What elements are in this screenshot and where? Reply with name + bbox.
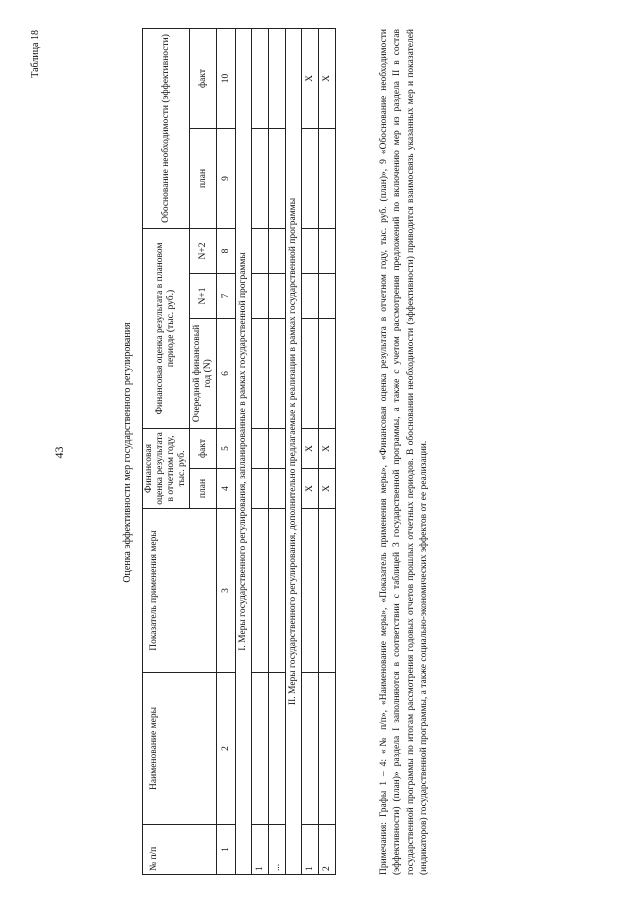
page-number: 43 [52, 446, 66, 459]
section-row [286, 28, 302, 874]
x-mark: X [319, 428, 336, 468]
row-number: ... [269, 825, 286, 875]
x-mark: X [319, 469, 336, 509]
header-current-plan: план [190, 469, 217, 509]
header-current-year: Финансовая оценка результата в отчетном году, тыс. руб. [143, 428, 190, 508]
header-next-year: Очередной финансовый год (N) [190, 318, 217, 428]
table-row [269, 28, 286, 874]
header-n-plus-2: N+2 [190, 228, 217, 273]
header-indicator: Показатель применения меры [143, 509, 217, 673]
table-row [252, 28, 269, 874]
section-title-2: II. Меры государственного регулирования, дополнительно предлагаемые к реализации в рамках государственной программы [286, 28, 302, 874]
column-number: 1 [217, 825, 236, 875]
notes-paragraph: Примечания: Графы 1 – 4: «№ п/п», «Наименование меры», «Показатель применения меры», «Финансовая оценка результата в отчетном году, тыс. руб. (план)», 9 «Обоснование необходимости (эффективности) (план)» раздела I заполняются в соответствии с таблицей 3 государственной программы, а также с учетом рассмотрения предложений по включению мер из раздела II в состав государственной программы по итогам рассмотрения годовых отчетов прошлых отчетных периодов. В обосновании необходимости (эффективности) приводится взаимосвязь указанных мер и показателей (индикаторов) государственной программы, а также социально-экономических эффектов от ее реализации. [379, 29, 430, 875]
x-mark: X [302, 28, 319, 128]
row-number: 1 [252, 825, 269, 875]
table-label: Таблица 18 [30, 30, 41, 78]
column-number: 9 [217, 128, 236, 228]
header-planned-period: Финансовая оценка результата в плановом периоде (тыс. руб.) [143, 228, 190, 428]
row-number: 2 [319, 825, 336, 875]
column-number: 7 [217, 273, 236, 318]
header-justification-fact: факт [190, 28, 217, 128]
row-number: 1 [302, 825, 319, 875]
header-justification: Обоснование необходимости (эффективности) [143, 28, 190, 228]
column-number: 4 [217, 469, 236, 509]
table-title: Оценка эффективности мер государственного регулирования [122, 322, 133, 583]
column-number: 3 [217, 509, 236, 673]
header-measure-name: Наименование меры [143, 673, 217, 825]
column-number: 10 [217, 28, 236, 128]
x-mark: X [302, 469, 319, 509]
table-row [319, 28, 336, 874]
column-number: 5 [217, 428, 236, 468]
header-n-plus-1: N+1 [190, 273, 217, 318]
x-mark: X [319, 28, 336, 128]
column-number: 8 [217, 228, 236, 273]
column-number: 2 [217, 673, 236, 825]
x-mark: X [302, 428, 319, 468]
section-row [236, 28, 252, 874]
column-numbers-row [217, 28, 236, 874]
section-title-1: I. Меры государственного регулирования, запланированные в рамках государственной программы [236, 28, 252, 874]
efficiency-table [142, 28, 336, 875]
header-current-fact: факт [190, 428, 217, 468]
table-row [302, 28, 319, 874]
header-justification-plan: план [190, 128, 217, 228]
header-num: № п/п [143, 825, 217, 875]
column-number: 6 [217, 318, 236, 428]
